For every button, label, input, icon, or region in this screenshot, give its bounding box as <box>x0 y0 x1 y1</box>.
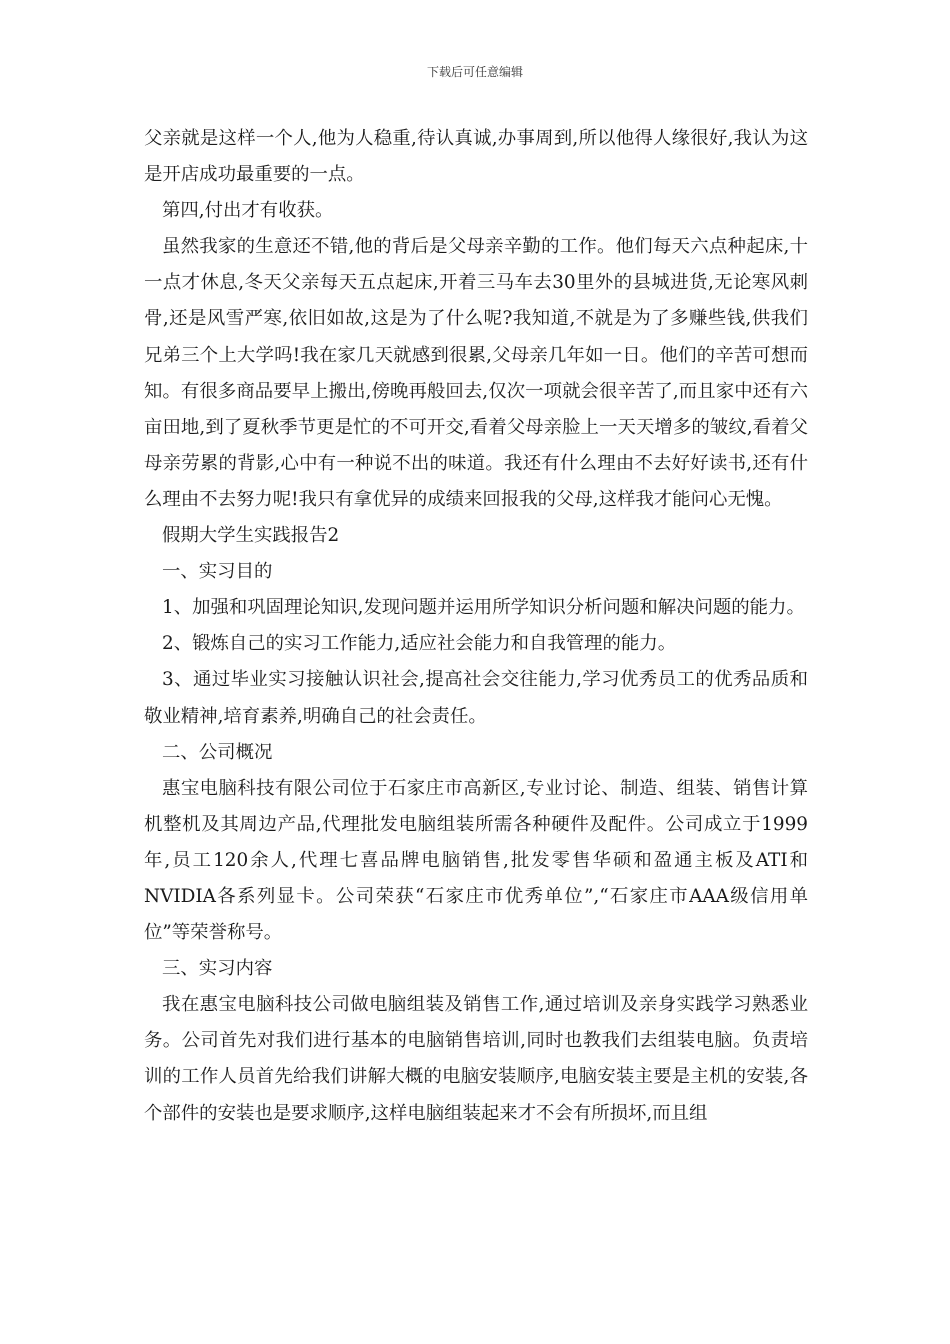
document-body <box>144 121 808 1132</box>
page-header: 下载后可任意编辑 <box>426 65 523 79</box>
paragraph: 父亲就是这样一个人,他为人稳重,待认真诚,办事周到,所以他得人缘很好,我认为这是开店成功最重要的一点。 <box>144 128 808 186</box>
paragraph: 惠宝电脑科技有限公司位于石家庄市高新区,专业讨论、制造、组装、销售计算机整机及其周边产品,代理批发电脑组装所需各种硬件及配件。公司成立于1999年,员工120余人,代理七喜品牌电脑销售,批发零售华硕和盈通主板及ATI和NVIDIA各系列显卡。公司荣获“石家庄市优秀单位”,“石家庄市AAA级信用单位”等荣誉称号。 <box>144 777 808 944</box>
list-item: 3、通过毕业实习接触认识社会,提高社会交往能力,学习优秀员工的优秀品质和敬业精神,培育素养,明确自己的社会责任。 <box>144 669 808 727</box>
section-heading: 三、实习内容 <box>162 958 273 980</box>
section-title: 假期大学生实践报告2 <box>162 525 340 547</box>
list-item: 2、锻炼自己的实习工作能力,适应社会能力和自我管理的能力。 <box>162 633 677 655</box>
paragraph: 我在惠宝电脑科技公司做电脑组装及销售工作,通过培训及亲身实践学习熟悉业务。公司首先对我们进行基本的电脑销售培训,同时也教我们去组装电脑。负责培训的工作人员首先给我们讲解大概的电脑安装顺序,电脑安装主要是主机的安装,各个部件的安装也是要求顺序,这样电脑组装起来才不会有所损坏,而且组 <box>144 994 808 1124</box>
list-item: 1、加强和巩固理论知识,发现问题并运用所学知识分析问题和解决问题的能力。 <box>162 597 805 619</box>
paragraph: 虽然我家的生意还不错,他的背后是父母亲辛勤的工作。他们每天六点种起床,十一点才休息,冬天父亲每天五点起床,开着三马车去30里外的县城进货,无论寒风刺骨,还是风雪严寒,依旧如故,这是为了什么呢?我知道,不就是为了多赚些钱,供我们兄弟三个上大学吗!我在家几天就感到很累,父母亲几年如一日。他们的辛苦可想而知。有很多商品要早上搬出,傍晚再般回去,仅次一项就会很辛苦了,而且家中还有六亩田地,到了夏秋季节更是忙的不可开交,看着父母亲脸上一天天增多的皱纹,看着父母亲劳累的背影,心中有一种说不出的味道。我还有什么理由不去好好读书,还有什么理由不去努力呢!我只有拿优异的成绩来回报我的父母,这样我才能问心无愧。 <box>144 236 808 510</box>
section-heading: 一、实习目的 <box>162 561 273 583</box>
paragraph: 第四,付出才有收获。 <box>162 200 334 222</box>
section-heading: 二、公司概况 <box>162 741 273 763</box>
